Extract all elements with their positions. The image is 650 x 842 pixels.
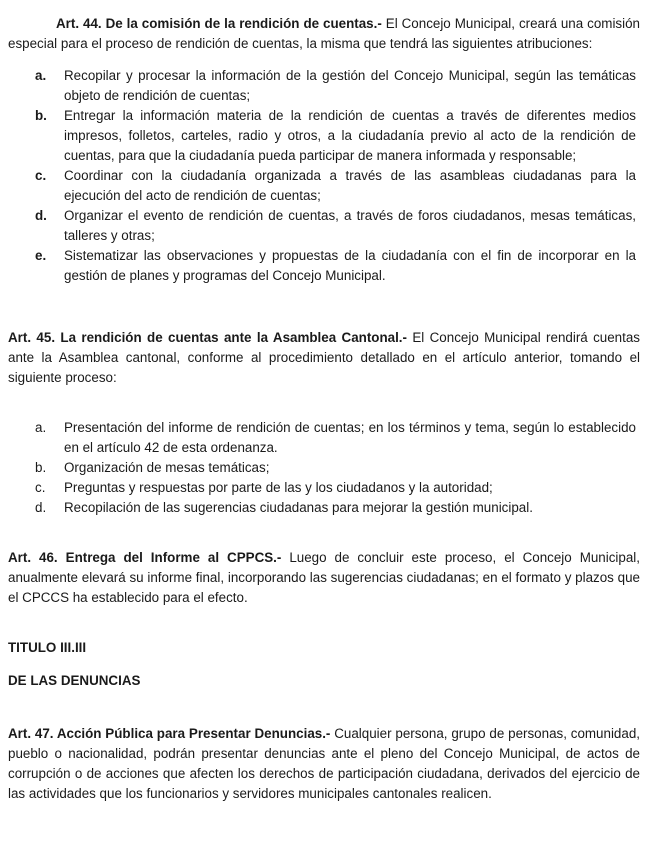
article-44-body: El Concejo Municipal, creará una comisión especial para el proceso de rendición de cuentas, la misma que tendrá las siguientes atribuciones: <box>8 16 640 51</box>
article-45-body: El Concejo Municipal rendirá cuentas ante la Asamblea cantonal, conforme al procedimiento detallado en el artículo anterior, tomando el siguiente proceso: <box>8 330 640 385</box>
list-item: d. Recopilación de las sugerencias ciudadanas para mejorar la gestión municipal. <box>35 500 533 515</box>
list-item: c. Coordinar con la ciudadanía organizada a través de las asambleas ciudadanas para la ejecución del acto de rendición de cuentas; <box>35 168 636 203</box>
list-item: a. Presentación del informe de rendición de cuentas; en los términos y tema, según lo establecido en el artículo 42 de esta ordenanza. <box>35 420 636 455</box>
article-44 <box>8 14 640 54</box>
list-item: b. Entregar la información materia de la rendición de cuentas a través de diferentes medios impresos, folletos, carteles, radio y otros, a la ciudadanía previo al acto de la rendición de cuentas, para que la ciudadanía pueda participar de manera informada y responsable; <box>35 108 636 163</box>
article-47 <box>8 724 640 804</box>
article-45-list <box>8 418 640 518</box>
article-46-body: Luego de concluir este proceso, el Concejo Municipal, anualmente elevará su informe final, incorporando las sugerencias ciudadanas; en el formato y plazos que el CPCCS ha establecido para el efecto. <box>8 550 640 605</box>
article-44-heading: Art. 44. De la comisión de la rendición de cuentas.- <box>56 16 382 31</box>
article-47-heading: Art. 47. Acción Pública para Presentar Denuncias.- <box>8 726 331 741</box>
list-item: a. Recopilar y procesar la información de la gestión del Concejo Municipal, según las temáticas objeto de rendición de cuentas; <box>35 68 636 103</box>
article-47-body: Cualquier persona, grupo de personas, comunidad, pueblo o nacionalidad, podrán presentar denuncias ante el pleno del Concejo Municipal, de actos de corrupción o de acciones que afecten los derechos de participación ciudadana, derivados del ejercicio de las actividades que los funcionarios y servidores municipales cantonales realicen. <box>8 726 640 801</box>
list-item: c. Preguntas y respuestas por parte de las y los ciudadanos y la autoridad; <box>35 480 493 495</box>
article-46 <box>8 548 640 608</box>
article-45-heading: Art. 45. La rendición de cuentas ante la Asamblea Cantonal.- <box>8 330 407 345</box>
list-item: e. Sistematizar las observaciones y propuestas de la ciudadanía con el fin de incorporar en la gestión de planes y programas del Concejo Municipal. <box>35 248 636 283</box>
subtitle-heading: DE LAS DENUNCIAS <box>8 673 141 688</box>
list-item: d. Organizar el evento de rendición de cuentas, a través de foros ciudadanos, mesas temáticas, talleres y otras; <box>35 208 636 243</box>
article-46-heading: Art. 46. Entrega del Informe al CPPCS.- <box>8 550 282 565</box>
article-44-list <box>8 66 640 286</box>
list-item: b. Organización de mesas temáticas; <box>35 460 270 475</box>
article-45 <box>8 328 640 388</box>
title-heading: TITULO III.III <box>8 640 87 655</box>
